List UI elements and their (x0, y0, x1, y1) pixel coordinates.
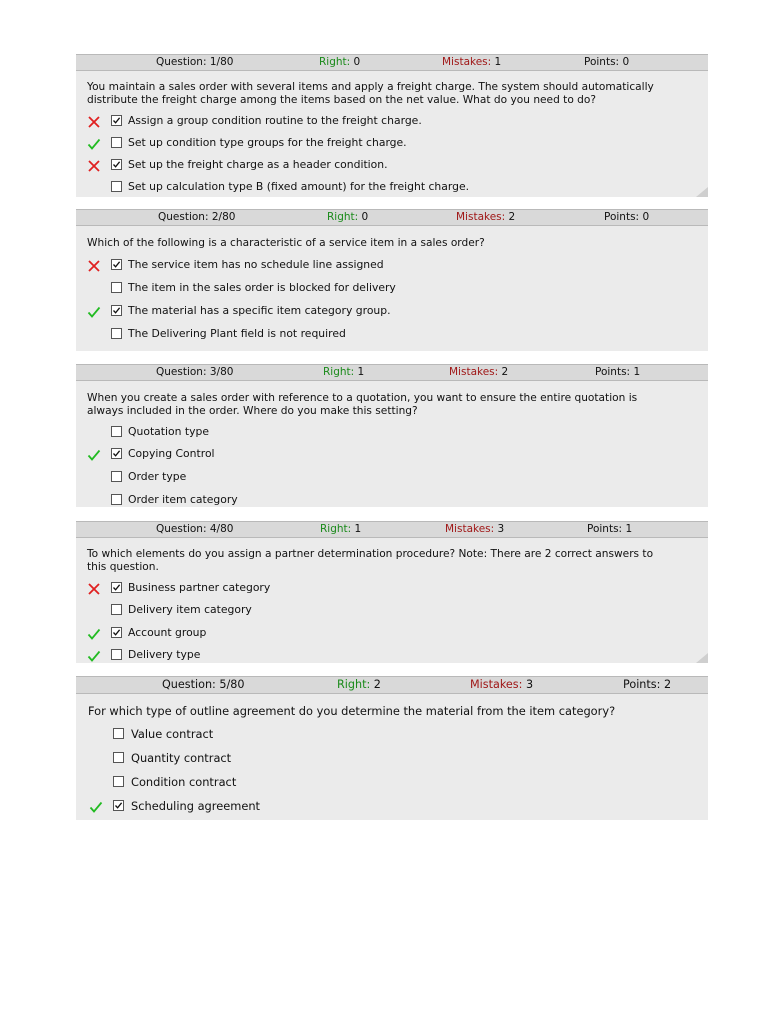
question-label: Question: (156, 523, 207, 535)
right-value: 2 (373, 678, 381, 691)
question-number-value: 2/80 (211, 211, 236, 223)
answer-label: Account group (128, 626, 207, 639)
answer-label: The service item has no schedule line assigned (128, 258, 384, 271)
correct-icon (87, 648, 101, 662)
question-number (156, 522, 233, 537)
question-number (156, 55, 233, 70)
answer-option[interactable] (76, 603, 708, 619)
wrong-icon (87, 114, 101, 128)
mistakes-count (449, 365, 508, 380)
question-number (158, 210, 235, 225)
answer-label: Set up calculation type B (fixed amount) for the freight charge. (128, 180, 470, 193)
correct-icon (87, 447, 101, 461)
answer-label: Business partner category (128, 581, 271, 594)
correct-icon (89, 799, 103, 813)
mistakes-value: 1 (494, 56, 502, 68)
answer-checkbox[interactable] (111, 494, 122, 505)
question-block-5 (76, 676, 708, 820)
answer-label: Set up the freight charge as a header condition. (128, 158, 388, 171)
answer-checkbox[interactable] (113, 728, 124, 739)
correct-icon (87, 304, 101, 318)
mistakes-count (470, 677, 533, 693)
answer-label: Order type (128, 470, 187, 483)
points-label: Points: (587, 523, 623, 535)
answer-label: Condition contract (131, 775, 237, 789)
answer-label: Delivery type (128, 648, 201, 661)
answer-checkbox[interactable] (113, 776, 124, 787)
answer-label: Assign a group condition routine to the freight charge. (128, 114, 422, 127)
answer-checkbox[interactable] (111, 159, 122, 170)
points-value: 1 (633, 366, 641, 378)
mistakes-label: Mistakes: (445, 523, 495, 535)
answer-label: The item in the sales order is blocked for delivery (128, 281, 396, 294)
question-number-value: 5/80 (219, 678, 245, 691)
question-number-value: 1/80 (209, 56, 234, 68)
mistakes-count (445, 522, 504, 537)
answer-option[interactable] (76, 281, 708, 297)
answer-checkbox[interactable] (111, 471, 122, 482)
mistakes-label: Mistakes: (456, 211, 506, 223)
question-block-2 (76, 209, 708, 351)
answer-checkbox[interactable] (111, 181, 122, 192)
question-text: When you create a sales order with reference to a quotation, you want to ensure the entire quotation is always included in the order. Where do you make this setting? (87, 392, 638, 417)
answer-checkbox[interactable] (111, 649, 122, 660)
answer-checkbox[interactable] (111, 282, 122, 293)
answer-checkbox[interactable] (111, 448, 122, 459)
question-text: To which elements do you assign a partner determination procedure? Note: There are 2 correct answers to this question. (87, 548, 654, 573)
question-text: You maintain a sales order with several items and apply a freight charge. The system should automatically distribute the freight charge among the items based on the net value. What do you need to do? (87, 81, 654, 106)
points-count (623, 677, 671, 693)
question-label: Question: (156, 56, 207, 68)
answer-checkbox[interactable] (111, 582, 122, 593)
answer-label: The material has a specific item category group. (128, 304, 391, 317)
mistakes-value: 3 (497, 523, 505, 535)
answer-checkbox[interactable] (111, 426, 122, 437)
answer-checkbox[interactable] (111, 627, 122, 638)
question-header (76, 676, 708, 694)
answer-option[interactable] (76, 136, 708, 152)
question-block-4 (76, 521, 708, 663)
mistakes-value: 3 (525, 678, 534, 691)
answer-label: Order item category (128, 493, 238, 506)
right-count (327, 210, 368, 225)
right-label: Right: (337, 678, 371, 691)
question-number (162, 677, 245, 693)
resize-corner (696, 653, 708, 663)
points-value: 0 (622, 56, 630, 68)
question-label: Question: (158, 211, 209, 223)
answer-label: Quotation type (128, 425, 210, 438)
question-text: Which of the following is a characteristic of a service item in a sales order? (87, 237, 485, 249)
question-header (76, 364, 708, 381)
wrong-icon (87, 158, 101, 172)
answer-option[interactable] (76, 626, 708, 642)
answer-option[interactable] (76, 470, 708, 486)
mistakes-value: 2 (501, 366, 509, 378)
answer-checkbox[interactable] (111, 604, 122, 615)
points-count (604, 210, 649, 225)
answer-checkbox[interactable] (111, 115, 122, 126)
correct-icon (87, 136, 101, 150)
answer-label: Quantity contract (131, 751, 232, 765)
question-label: Question: (162, 678, 216, 691)
question-header (76, 209, 708, 226)
right-value: 1 (354, 523, 362, 535)
answer-option[interactable] (76, 180, 708, 196)
points-value: 0 (642, 211, 650, 223)
wrong-icon (87, 258, 101, 272)
answer-option[interactable] (76, 447, 708, 463)
wrong-icon (87, 581, 101, 595)
right-count (323, 365, 364, 380)
answer-option[interactable] (76, 493, 708, 509)
answer-checkbox[interactable] (111, 259, 122, 270)
answer-label: Scheduling agreement (131, 799, 261, 813)
question-number-value: 3/80 (209, 366, 234, 378)
answer-option[interactable] (76, 425, 708, 441)
question-number-value: 4/80 (209, 523, 234, 535)
question-header (76, 54, 708, 71)
answer-checkbox[interactable] (111, 137, 122, 148)
points-label: Points: (584, 56, 620, 68)
points-count (595, 365, 640, 380)
question-number (156, 365, 233, 380)
points-value: 1 (625, 523, 633, 535)
answer-option[interactable] (76, 648, 708, 664)
mistakes-label: Mistakes: (449, 366, 499, 378)
right-label: Right: (320, 523, 352, 535)
right-label: Right: (323, 366, 355, 378)
mistakes-count (442, 55, 501, 70)
answer-option[interactable] (76, 258, 708, 274)
answer-option[interactable] (76, 158, 708, 174)
mistakes-label: Mistakes: (442, 56, 492, 68)
answer-option[interactable] (76, 775, 708, 791)
answer-option[interactable] (76, 304, 708, 320)
right-value: 1 (357, 366, 365, 378)
right-count (319, 55, 360, 70)
answer-option[interactable] (76, 799, 708, 815)
resize-corner (696, 187, 708, 197)
answer-option[interactable] (76, 727, 708, 743)
mistakes-value: 2 (508, 211, 516, 223)
points-label: Points: (595, 366, 631, 378)
answer-checkbox[interactable] (113, 752, 124, 763)
mistakes-count (456, 210, 515, 225)
answer-label: The Delivering Plant field is not required (128, 327, 346, 340)
question-text: For which type of outline agreement do you determine the material from the item category? (88, 704, 616, 718)
points-count (584, 55, 629, 70)
right-count (320, 522, 361, 537)
question-block-3 (76, 364, 708, 507)
answer-checkbox[interactable] (111, 328, 122, 339)
points-label: Points: (623, 678, 661, 691)
points-value: 2 (663, 678, 672, 691)
mistakes-label: Mistakes: (470, 678, 523, 691)
right-count (337, 677, 381, 693)
answer-checkbox[interactable] (113, 800, 124, 811)
answer-option[interactable] (76, 327, 708, 343)
right-value: 0 (361, 211, 369, 223)
question-header (76, 521, 708, 538)
points-count (587, 522, 632, 537)
question-block-1 (76, 54, 708, 197)
answer-option[interactable] (76, 581, 708, 597)
answer-label: Set up condition type groups for the freight charge. (128, 136, 407, 149)
correct-icon (87, 626, 101, 640)
answer-option[interactable] (76, 114, 708, 130)
right-value: 0 (353, 56, 361, 68)
answer-label: Value contract (131, 727, 214, 741)
answer-checkbox[interactable] (111, 305, 122, 316)
points-label: Points: (604, 211, 640, 223)
right-label: Right: (319, 56, 351, 68)
answer-label: Copying Control (128, 447, 215, 460)
right-label: Right: (327, 211, 359, 223)
answer-label: Delivery item category (128, 603, 252, 616)
question-label: Question: (156, 366, 207, 378)
answer-option[interactable] (76, 751, 708, 767)
